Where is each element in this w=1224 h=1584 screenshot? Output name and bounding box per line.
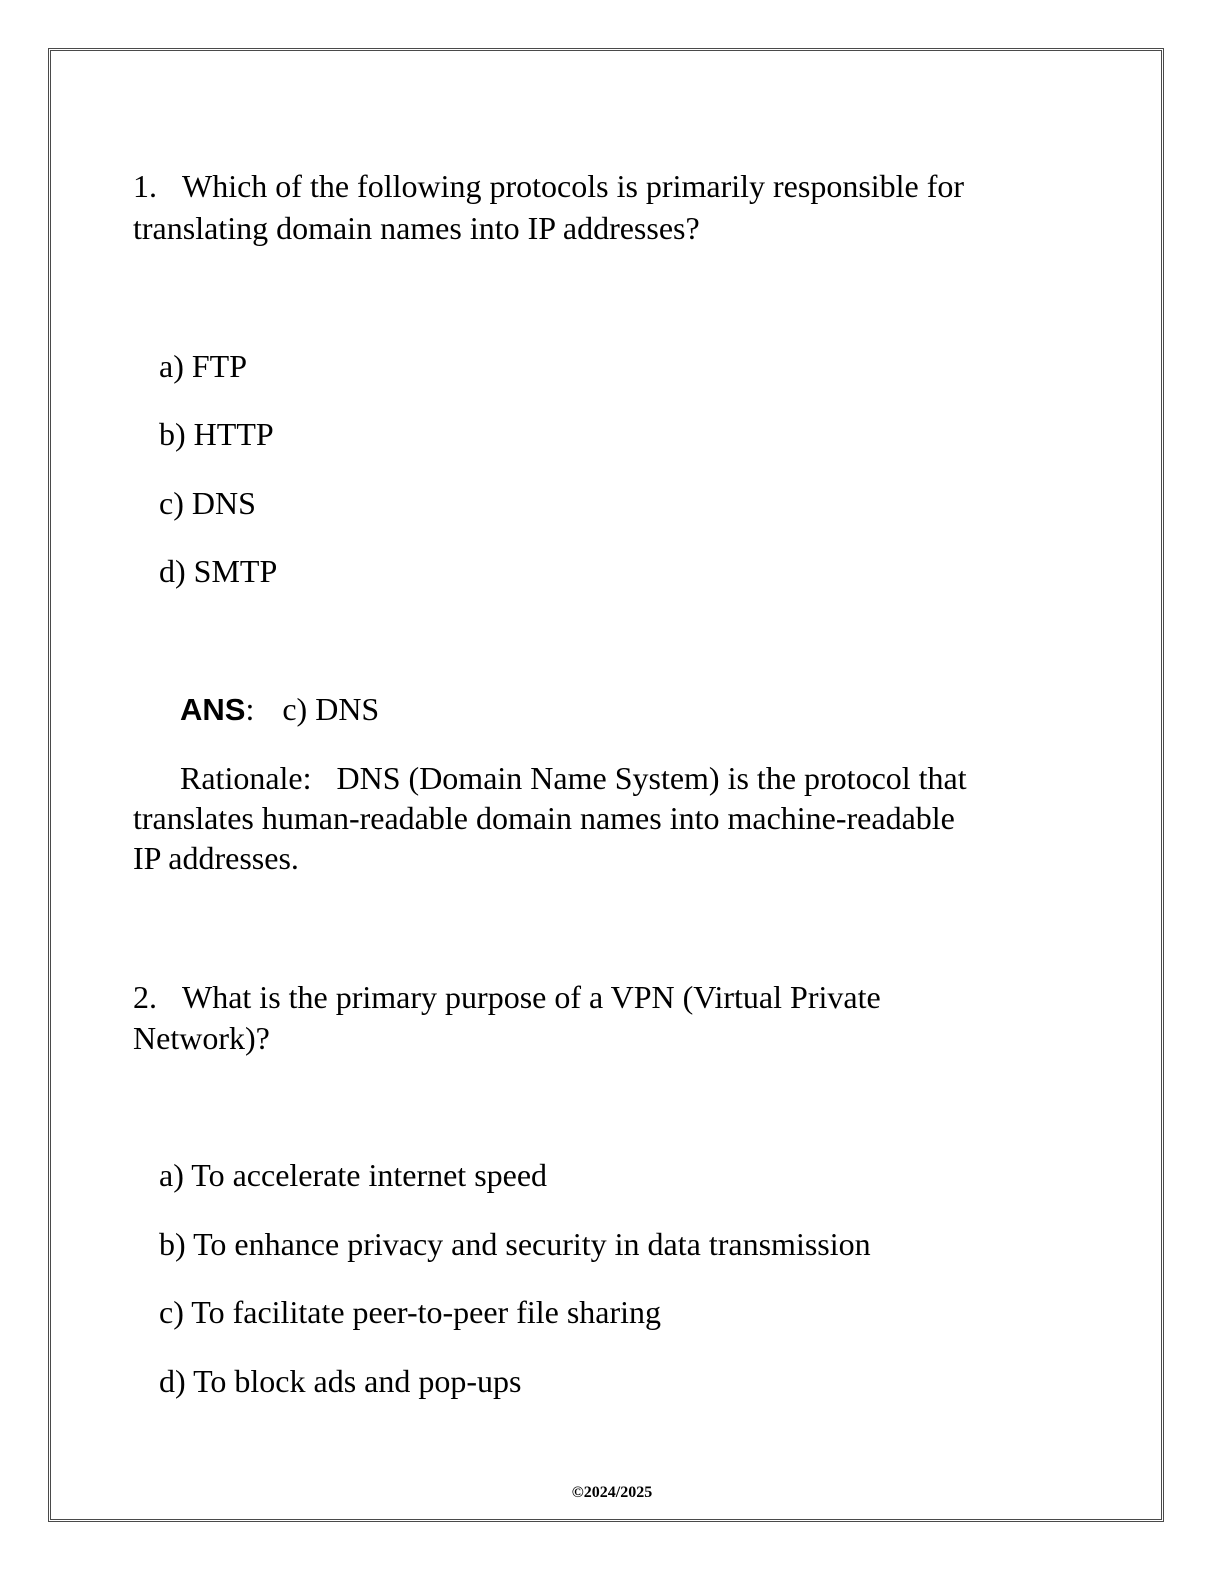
question-2-option-a: a) To accelerate internet speed: [159, 1157, 548, 1193]
rationale-line-3: IP addresses.: [133, 840, 299, 876]
question-1-answer: [180, 689, 379, 730]
question-1-line-2: translating domain names into IP addresses?: [133, 210, 700, 246]
question-1-line-1: [133, 166, 964, 206]
question-2-line-1: [133, 977, 881, 1017]
answer-value: c) DNS: [282, 691, 380, 727]
question-1-option-c: c) DNS: [159, 485, 256, 521]
question-1-option-b: b) HTTP: [159, 416, 274, 452]
rationale-line-1: [180, 758, 967, 798]
question-1-text: Which of the following protocols is primarily responsible for: [182, 168, 965, 204]
rationale-label: Rationale:: [180, 760, 312, 796]
question-1-number: 1.: [133, 168, 157, 204]
question-2-text: What is the primary purpose of a VPN (Virtual Private: [182, 979, 881, 1015]
question-2-option-c: c) To facilitate peer-to-peer file sharing: [159, 1294, 662, 1330]
question-2-option-d: d) To block ads and pop-ups: [159, 1363, 522, 1399]
answer-label: ANS: [180, 692, 246, 727]
question-1-option-d: d) SMTP: [159, 553, 278, 589]
rationale-text: DNS (Domain Name System) is the protocol that: [336, 760, 967, 796]
question-2-line-2: Network)?: [133, 1020, 270, 1056]
question-1-option-a: a) FTP: [159, 348, 247, 384]
question-2-option-b: b) To enhance privacy and security in data transmission: [159, 1226, 871, 1262]
rationale-line-2: translates human-readable domain names into machine-readable: [133, 800, 955, 836]
answer-colon: :: [245, 691, 255, 727]
question-2-number: 2.: [133, 979, 157, 1015]
copyright-footer: ©2024/2025: [571, 1484, 653, 1501]
